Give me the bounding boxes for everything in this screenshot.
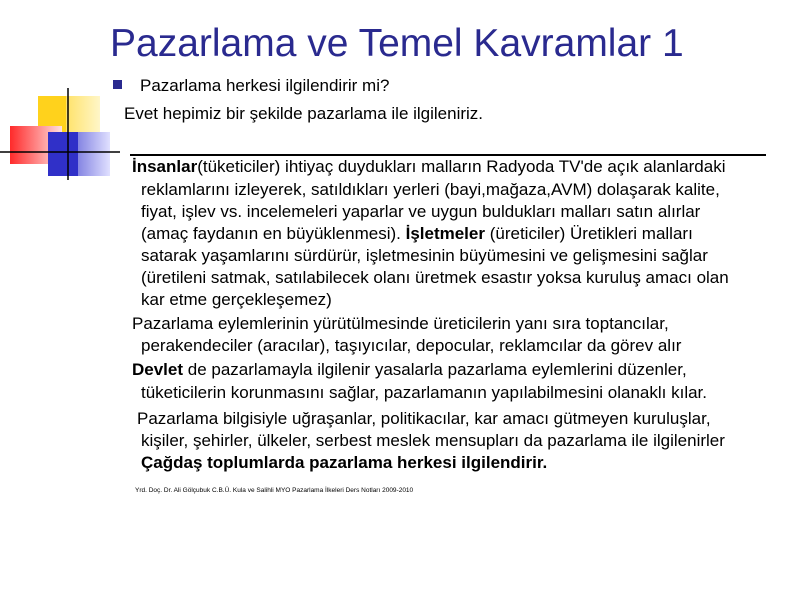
para2-line2: perakendeciler (aracılar), taşıyıcılar, depocular, reklamcılar da görev alır xyxy=(141,336,682,355)
para1-line5: satarak yaşamlarını sürdürür, işletmesinin büyümesini ve gelişmesini sağlar xyxy=(141,246,708,265)
para4-line2: kişiler, şehirler, ülkeler, serbest meslek mensupları da pazarlama ile ilgilenirler xyxy=(141,431,725,450)
divider-line xyxy=(130,154,766,156)
para3-line2: tüketicilerin korunmasını sağlar, pazarlamanın yapılabilmesini olanaklı kılar. xyxy=(141,383,707,402)
isletmeler-bold: İşletmeler xyxy=(405,224,485,243)
para1-line3: fiyat, işlev vs. incelemeleri yaparlar ve uygun buldukları malları satın alırlar xyxy=(141,202,701,221)
para4-line1: Pazarlama bilgisiyle uğraşanlar, politikacılar, kar amacı gütmeyen kuruluşlar, xyxy=(137,409,711,428)
bullet-icon xyxy=(113,80,122,89)
para2-line1: Pazarlama eylemlerinin yürütülmesinde üreticilerin yanı sıra toptancılar, xyxy=(132,314,669,333)
slide-title: Pazarlama ve Temel Kavramlar 1 xyxy=(110,22,684,65)
para3-line1: Devlet de pazarlamayla ilgilenir yasalarla pazarlama eylemlerini düzenler, xyxy=(132,360,687,379)
bullet-question: Pazarlama herkesi ilgilendirir mi? xyxy=(140,76,390,95)
footer-note: Yrd. Doç. Dr. Ali Gölçubuk C.B.Ü. Kula ve Salihli MYO Pazarlama İlkeleri Ders Notları 2009-2010 xyxy=(135,487,414,494)
decorative-squares xyxy=(0,0,120,180)
cagdas-bold: Çağdaş toplumlarda pazarlama herkesi ilgilendirir. xyxy=(141,453,548,472)
para1-line2: reklamlarını izleyerek, satıldıkları yerleri (bayi,mağaza,AVM) dolaşarak kalite, xyxy=(141,180,720,199)
para1-line1: İnsanlar(tüketiciler) ihtiyaç duydukları malların Radyoda TV'de açık alanlardaki xyxy=(132,157,726,176)
para1-line7: kar etme gerçekleşemez) xyxy=(141,290,332,309)
answer-text: Evet hepimiz bir şekilde pazarlama ile ilgileniriz. xyxy=(124,104,484,123)
insanlar-bold: İnsanlar xyxy=(132,157,198,176)
para4-line3 xyxy=(141,453,547,473)
para1-line6: (üretileni satmak, satılabilecek olanı üretmek esastır yoksa kuruluş amacı olan xyxy=(141,268,729,287)
devlet-bold: Devlet xyxy=(132,360,184,379)
para1-line4: (amaç faydanın en büyüklenmesi). İşletmeler (üreticiler) Üretikleri malları xyxy=(141,224,693,243)
